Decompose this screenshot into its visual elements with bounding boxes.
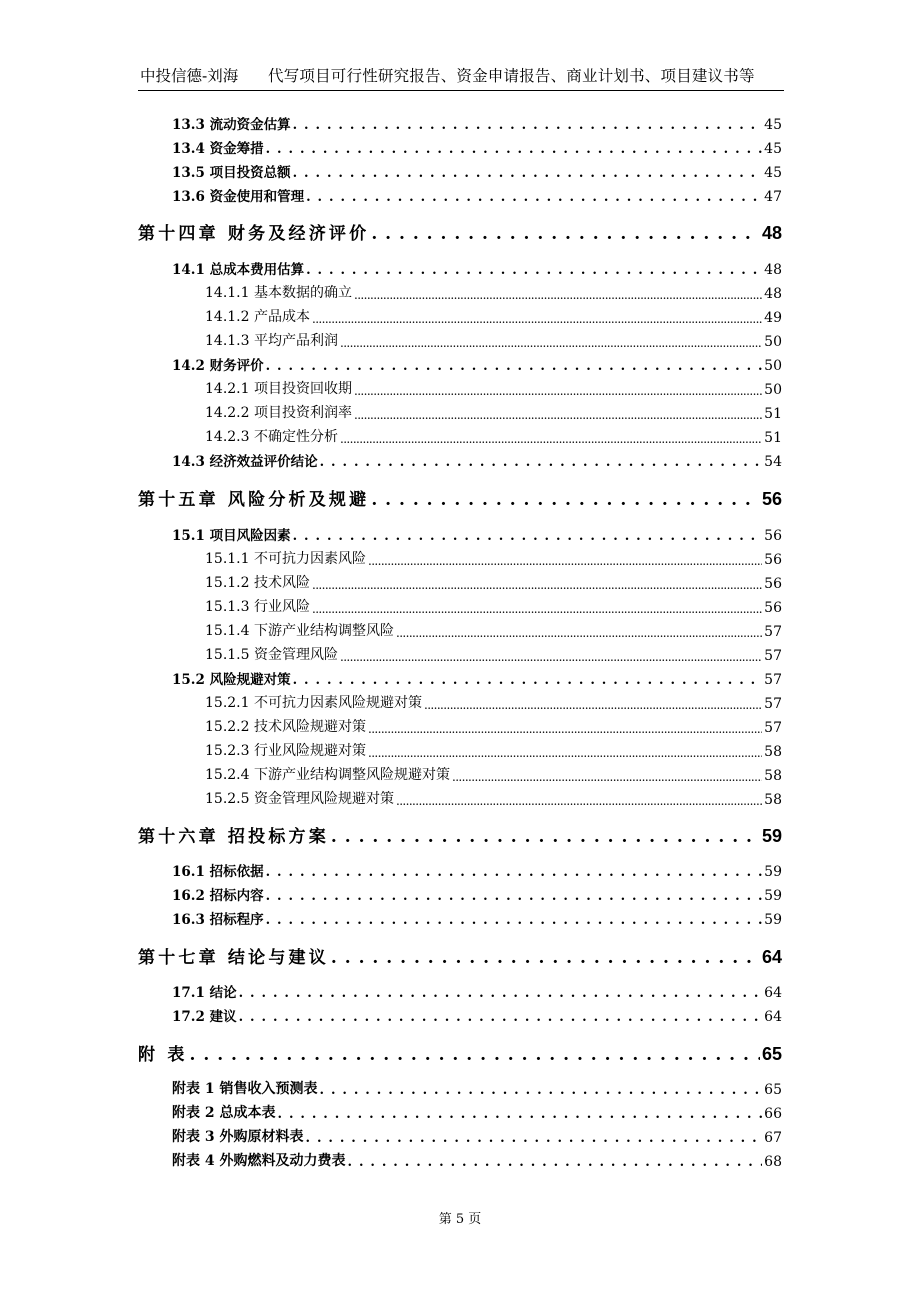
toc-entry-sub[interactable] — [205, 572, 782, 592]
toc-entry-page-number: 59 — [764, 888, 782, 904]
toc-entry-section[interactable] — [172, 450, 782, 470]
toc-entry-page-number: 45 — [764, 117, 782, 133]
toc-dot-leader — [368, 722, 762, 736]
toc-dot-leader — [312, 602, 762, 616]
toc-entry-page-number: 56 — [764, 552, 782, 568]
toc-entry-page-number: 65 — [761, 1044, 782, 1064]
toc-entry-app[interactable] — [172, 1078, 782, 1098]
toc-dot-leader — [306, 190, 762, 205]
toc-entry-title: 14.2.1 项目投资回收期 — [205, 381, 352, 397]
toc-entry-title: 第十四章 财务及经济评价 — [138, 224, 370, 244]
toc-entry-section[interactable] — [172, 185, 782, 205]
toc-dot-leader — [266, 913, 763, 928]
toc-entry-page-number: 66 — [764, 1106, 782, 1122]
toc-entry-app[interactable] — [172, 1102, 782, 1122]
page-footer: 第 5 页 — [438, 1212, 482, 1227]
toc-entry-title: 15.2.4 下游产业结构调整风险规避对策 — [205, 767, 450, 783]
toc-dot-leader — [340, 432, 762, 446]
toc-entry-title: 13.5 项目投资总额 — [172, 165, 291, 181]
toc-entry-page-number: 48 — [764, 286, 782, 302]
toc-entry-page-number: 48 — [761, 223, 782, 243]
toc-entry-page-number: 57 — [764, 672, 782, 688]
toc-entry-sub[interactable] — [205, 306, 782, 326]
toc-entry-title: 14.1 总成本费用估算 — [172, 262, 305, 278]
toc-entry-title: 15.2.5 资金管理风险规避对策 — [205, 791, 394, 807]
toc-dot-leader — [320, 455, 763, 470]
toc-entry-title: 16.3 招标程序 — [172, 912, 264, 928]
toc-entry-title: 14.1.2 产品成本 — [205, 309, 310, 325]
toc-entry-section[interactable] — [172, 860, 782, 880]
toc-entry-title: 15.2 风险规避对策 — [172, 672, 291, 688]
toc-entry-title: 15.2.1 不可抗力因素风险规避对策 — [205, 695, 422, 711]
toc-entry-sub[interactable] — [205, 620, 782, 640]
toc-dot-leader — [266, 359, 763, 374]
toc-entry-page-number: 65 — [764, 1082, 782, 1098]
toc-entry-sub[interactable] — [205, 426, 782, 446]
toc-entry-title: 15.1.4 下游产业结构调整风险 — [205, 623, 394, 639]
toc-entry-section[interactable] — [172, 981, 782, 1001]
toc-entry-page-number: 57 — [764, 696, 782, 712]
toc-entry-page-number: 56 — [764, 528, 782, 544]
toc-dot-leader — [312, 312, 762, 326]
toc-entry-sub[interactable] — [205, 378, 782, 398]
header-author: 中投信德-刘海 — [140, 67, 239, 85]
toc-entry-sub[interactable] — [205, 788, 782, 808]
toc-entry-page-number: 58 — [764, 744, 782, 760]
toc-entry-title: 附表 4 外购燃料及动力费表 — [172, 1153, 346, 1169]
toc-entry-title: 第十六章 招投标方案 — [138, 827, 329, 847]
toc-entry-page-number: 68 — [764, 1154, 782, 1170]
toc-entry-title: 15.1.3 行业风险 — [205, 599, 310, 615]
toc-entry-title: 13.6 资金使用和管理 — [172, 189, 305, 205]
toc-entry-page-number: 67 — [764, 1130, 782, 1146]
toc-entry-page-number: 47 — [764, 189, 782, 205]
toc-entry-title: 17.1 结论 — [172, 985, 237, 1001]
toc-entry-page-number: 50 — [764, 382, 782, 398]
toc-dot-leader — [266, 865, 763, 880]
toc-dot-leader — [306, 263, 762, 278]
toc-entry-page-number: 51 — [764, 430, 782, 446]
toc-entry-title: 14.2.3 不确定性分析 — [205, 429, 338, 445]
toc-entry-page-number: 57 — [764, 720, 782, 736]
toc-dot-leader — [368, 554, 762, 568]
toc-dot-leader — [331, 948, 760, 968]
toc-dot-leader — [424, 698, 762, 712]
toc-entry-section[interactable] — [172, 354, 782, 374]
toc-dot-leader — [293, 529, 763, 544]
toc-entry-section[interactable] — [172, 161, 782, 181]
toc-entry-sub[interactable] — [205, 644, 782, 664]
toc-dot-leader — [293, 118, 763, 133]
toc-entry-sub[interactable] — [205, 330, 782, 350]
toc-entry-sub[interactable] — [205, 692, 782, 712]
toc-entry-page-number: 64 — [761, 947, 782, 967]
toc-entry-app[interactable] — [172, 1150, 782, 1170]
toc-entry-section[interactable] — [172, 137, 782, 157]
toc-dot-leader — [293, 673, 763, 688]
toc-dot-leader — [348, 1155, 763, 1170]
toc-entry-sub[interactable] — [205, 548, 782, 568]
toc-entry-page-number: 54 — [764, 454, 782, 470]
toc-entry-sub[interactable] — [205, 740, 782, 760]
toc-entry-page-number: 50 — [764, 358, 782, 374]
toc-entry-title: 14.3 经济效益评价结论 — [172, 454, 318, 470]
toc-dot-leader — [371, 224, 760, 244]
toc-entry-sub[interactable] — [205, 402, 782, 422]
toc-dot-leader — [354, 288, 762, 302]
toc-dot-leader — [278, 1107, 763, 1122]
toc-entry-page-number: 45 — [764, 141, 782, 157]
toc-dot-leader — [293, 166, 763, 181]
toc-entry-title: 15.2.2 技术风险规避对策 — [205, 719, 366, 735]
toc-entry-page-number: 64 — [764, 985, 782, 1001]
page-header — [138, 66, 784, 91]
toc-entry-title: 附 表 — [138, 1045, 188, 1065]
toc-entry-title: 附表 2 总成本表 — [172, 1105, 276, 1121]
toc-entry-title: 第十五章 风险分析及规避 — [138, 490, 370, 510]
toc-entry-sub[interactable] — [205, 596, 782, 616]
toc-entry-title: 13.3 流动资金估算 — [172, 117, 291, 133]
toc-entry-page-number: 58 — [764, 792, 782, 808]
toc-entry-chapter[interactable] — [138, 486, 782, 510]
toc-entry-section[interactable] — [172, 884, 782, 904]
toc-dot-leader — [331, 827, 760, 847]
toc-entry-title: 15.1.2 技术风险 — [205, 575, 310, 591]
toc-dot-leader — [452, 770, 762, 784]
toc-entry-section[interactable] — [172, 524, 782, 544]
toc-dot-leader — [266, 889, 763, 904]
toc-entry-page-number: 56 — [764, 600, 782, 616]
toc-entry-title: 14.2 财务评价 — [172, 358, 264, 374]
toc-dot-leader — [266, 142, 763, 157]
toc-entry-chapter[interactable] — [138, 944, 782, 968]
toc-dot-leader — [239, 986, 763, 1001]
toc-entry-sub[interactable] — [205, 764, 782, 784]
toc-entry-page-number: 57 — [764, 648, 782, 664]
toc-entry-title: 15.1.5 资金管理风险 — [205, 647, 338, 663]
toc-entry-page-number: 50 — [764, 334, 782, 350]
toc-entry-sub[interactable] — [205, 282, 782, 302]
toc-dot-leader — [396, 626, 762, 640]
toc-entry-title: 第十七章 结论与建议 — [138, 948, 329, 968]
toc-entry-title: 14.1.1 基本数据的确立 — [205, 285, 352, 301]
toc-entry-title: 15.1.1 不可抗力因素风险 — [205, 551, 366, 567]
toc-dot-leader — [340, 650, 762, 664]
toc-entry-section[interactable] — [172, 113, 782, 133]
toc-entry-page-number: 49 — [764, 310, 782, 326]
toc-entry-page-number: 59 — [761, 826, 782, 846]
toc-entry-page-number: 59 — [764, 912, 782, 928]
toc-entry-title: 14.2.2 项目投资利润率 — [205, 405, 352, 421]
toc-entry-title: 附表 3 外购原材料表 — [172, 1129, 304, 1145]
toc-entry-page-number: 59 — [764, 864, 782, 880]
toc-dot-leader — [320, 1083, 763, 1098]
toc-dot-leader — [306, 1131, 763, 1146]
toc-entry-chapter[interactable] — [138, 823, 782, 847]
toc-dot-leader — [368, 746, 762, 760]
toc-entry-chapter[interactable] — [138, 220, 782, 244]
toc-entry-page-number: 57 — [764, 624, 782, 640]
toc-dot-leader — [190, 1045, 760, 1065]
toc-entry-page-number: 48 — [764, 262, 782, 278]
toc-entry-section[interactable] — [172, 668, 782, 688]
toc-entry-title: 16.2 招标内容 — [172, 888, 264, 904]
toc-dot-leader — [340, 336, 762, 350]
toc-entry-title: 14.1.3 平均产品利润 — [205, 333, 338, 349]
toc-dot-leader — [354, 408, 762, 422]
toc-dot-leader — [239, 1010, 763, 1025]
toc-entry-section[interactable] — [172, 1005, 782, 1025]
toc-dot-leader — [312, 578, 762, 592]
toc-entry-page-number: 64 — [764, 1009, 782, 1025]
toc-entry-section[interactable] — [172, 908, 782, 928]
toc-dot-leader — [371, 490, 760, 510]
toc-entry-page-number: 56 — [761, 489, 782, 509]
toc-entry-sub[interactable] — [205, 716, 782, 736]
toc-entry-title: 15.2.3 行业风险规避对策 — [205, 743, 366, 759]
toc-entry-section[interactable] — [172, 258, 782, 278]
toc-entry-page-number: 51 — [764, 406, 782, 422]
toc-entry-title: 附表 1 销售收入预测表 — [172, 1081, 318, 1097]
toc-entry-app[interactable] — [172, 1126, 782, 1146]
toc-entry-page-number: 45 — [764, 165, 782, 181]
toc-entry-title: 17.2 建议 — [172, 1009, 237, 1025]
toc-entry-title: 16.1 招标依据 — [172, 864, 264, 880]
toc-entry-title: 13.4 资金筹措 — [172, 141, 264, 157]
toc-entry-page-number: 58 — [764, 768, 782, 784]
header-slogan: 代写项目可行性研究报告、资金申请报告、商业计划书、项目建议书等 — [268, 67, 755, 85]
toc-entry-chapter[interactable] — [138, 1041, 782, 1065]
toc-dot-leader — [354, 384, 762, 398]
toc-dot-leader — [396, 794, 762, 808]
toc-entry-page-number: 56 — [764, 576, 782, 592]
toc-entry-title: 15.1 项目风险因素 — [172, 528, 291, 544]
